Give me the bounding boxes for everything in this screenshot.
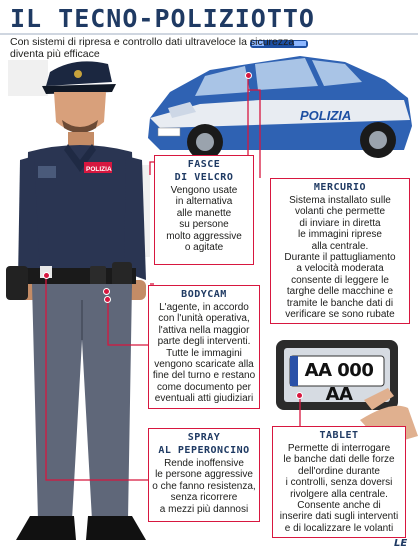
callout-spray-line: a mezzi più dannosi	[159, 503, 249, 515]
marker-bodycam	[104, 296, 111, 303]
callout-bodycam-line: come documento per	[157, 381, 251, 393]
callout-fasce-title-2: DI VELCRO	[174, 172, 234, 183]
marker-tablet	[296, 392, 303, 399]
callout-bodycam-title: BODYCAM	[181, 289, 227, 300]
callout-spray-line: o che fanno resistenza,	[152, 480, 256, 492]
callout-spray-al-peperoncino	[148, 428, 260, 522]
callout-fasce-line: Vengono usate	[170, 185, 238, 196]
marker-car	[245, 72, 252, 79]
callout-mercurio-line: alla centrale.	[311, 240, 369, 252]
callout-bodycam-line: con l'unità operativa,	[158, 313, 250, 325]
callout-tablet-line: e di localizzare le volanti	[284, 522, 394, 534]
callout-bodycam-line: L'agente, in accordo	[159, 302, 249, 313]
callout-fasce-line: alle manette	[176, 207, 232, 219]
callout-fasce-line: su persone	[179, 219, 229, 231]
callout-bodycam-line: fine del turno e restano	[152, 370, 256, 382]
callout-fasce-line: o agitate	[184, 242, 224, 254]
callout-mercurio	[270, 178, 410, 324]
callout-mercurio-line: targhe delle macchine e	[286, 286, 394, 298]
callout-mercurio-line: Sistema installato sulle	[289, 195, 391, 206]
callout-tablet-line: le banche dati delle forze	[283, 454, 395, 466]
callout-spray-line: senza ricorrere	[170, 492, 238, 504]
callout-fasce-title-1: FASCE	[187, 159, 221, 170]
callout-spray-title-1: SPRAY	[187, 432, 221, 443]
callout-mercurio-line: di inviare in diretta	[299, 217, 381, 229]
callout-mercurio-line: Durante il pattugliamento	[284, 252, 396, 264]
page-subtitle: Con sistemi di ripresa e controllo dati ultraveloce la sicurezza diventa più efficace	[10, 36, 295, 60]
publisher-logo: LE	[394, 538, 408, 549]
callout-mercurio-line: a velocità moderata	[296, 263, 384, 275]
callout-tablet-line: Consente anche di	[297, 500, 381, 512]
callout-fasce-line: in alternativa	[175, 196, 233, 208]
marker-spray	[43, 272, 50, 279]
marker-velcro	[103, 288, 110, 295]
callout-bodycam-line: vengono scaricate alla	[154, 359, 254, 371]
callout-mercurio-line: consente di leggere le	[291, 274, 389, 286]
callout-fasce-di-velcro	[154, 155, 254, 265]
callout-tablet-line: i controlli, senza doversi	[285, 477, 393, 489]
page-title: IL TECNO-POLIZIOTTO	[10, 4, 315, 33]
callout-tablet-line: dell'ordine durante	[298, 465, 380, 477]
callout-bodycam-line: Tutte le immagini	[166, 347, 242, 359]
callout-tablet-title: TABLET	[319, 430, 359, 441]
callout-spray-title-2: AL PEPERONCINO	[158, 445, 250, 456]
callout-mercurio-line: volanti che permette	[294, 206, 386, 218]
callout-mercurio-line: le immagini riprese	[298, 229, 382, 241]
callout-fasce-line: molto aggressive	[166, 230, 242, 242]
callout-spray-line: le persone aggressive	[155, 469, 253, 481]
callout-mercurio-line: tramite le banche dati di	[286, 297, 394, 309]
callout-bodycam-line: l'attiva nella maggior	[158, 324, 250, 336]
shirt-badge-text: POLIZIA	[86, 166, 112, 173]
callout-bodycam-line: parte degli interventi.	[157, 336, 251, 348]
callout-bodycam	[148, 285, 260, 409]
callout-mercurio-line: verificare se sono rubate	[285, 309, 395, 321]
title-underline	[0, 33, 418, 35]
callout-tablet-line: Permette di interrogare	[287, 443, 391, 454]
callout-mercurio-title: MERCURIO	[313, 182, 367, 193]
callout-tablet	[272, 426, 406, 538]
callout-spray-line: Rende inoffensive	[164, 458, 244, 469]
car-lettering: POLIZIA	[300, 108, 352, 123]
police-officer	[6, 61, 146, 540]
callout-tablet-line: rivolgere alla centrale.	[290, 488, 388, 500]
plate-number: AA 000 AA	[304, 360, 374, 405]
callout-tablet-line: inserire dati sugli interventi	[279, 511, 399, 523]
callout-bodycam-line: eventuali atti giudiziari	[154, 393, 254, 405]
